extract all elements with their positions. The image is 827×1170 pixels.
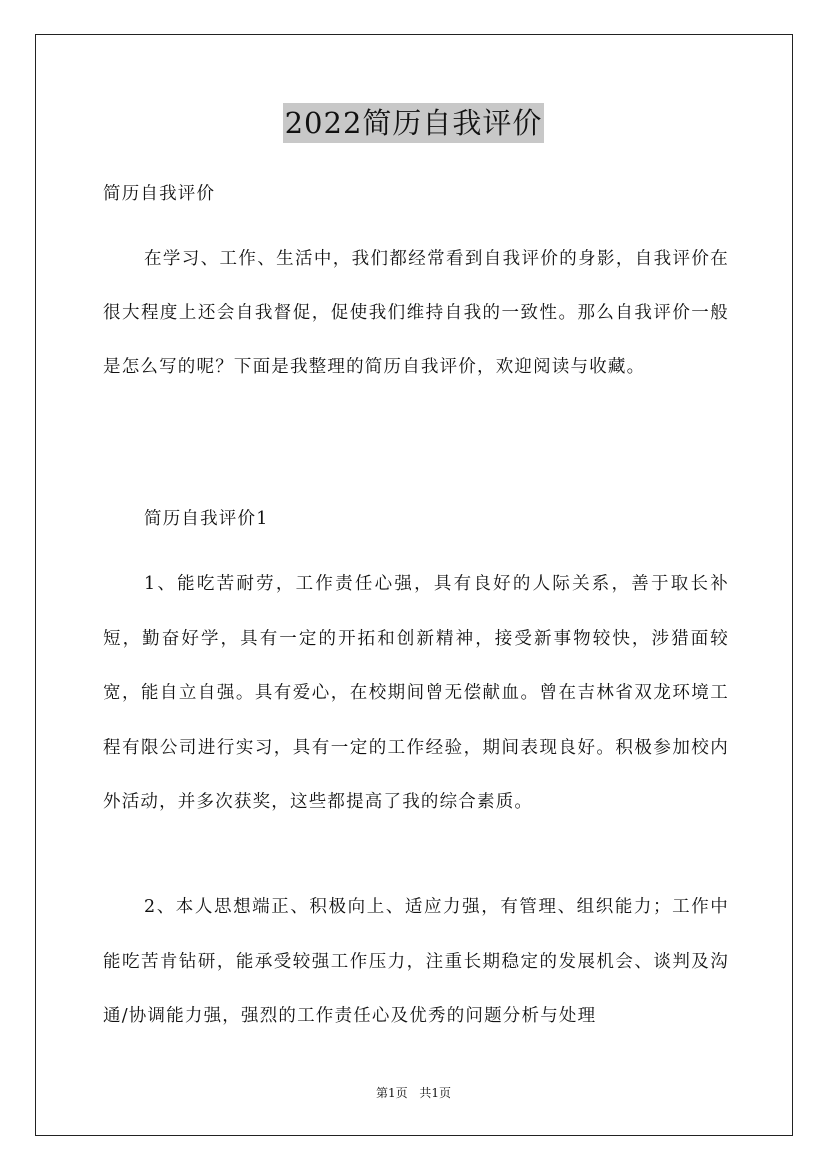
intro-text: 在学习、工作、生活中，我们都经常看到自我评价的身影，自我评价在很大程度上还会自我督促，促使我们维持自我的一致性。那么自我评价一般是怎么写的呢？下面是我整理的简历自我评价，欢迎阅读与收藏。 xyxy=(103,249,729,377)
document-title: 2022简历自我评价 xyxy=(283,103,545,143)
section1-heading xyxy=(103,505,729,533)
title-container xyxy=(0,103,827,143)
document-subtitle xyxy=(103,180,729,208)
item1-paragraph xyxy=(103,557,729,830)
page-number-total: 共1页 xyxy=(419,1086,452,1100)
page-number-current: 第1页 xyxy=(375,1086,408,1100)
page-footer xyxy=(0,1085,827,1101)
item2-text: 2、本人思想端正、积极向上、适应力强，有管理、组织能力；工作中能吃苦肯钻研，能承受较强工作压力，注重长期稳定的发展机会、谈判及沟通/协调能力强，强烈的工作责任心及优秀的问题分析与处理 xyxy=(103,897,729,1026)
subtitle-text: 简历自我评价 xyxy=(103,184,216,204)
intro-paragraph xyxy=(103,232,729,394)
item2-paragraph xyxy=(103,880,729,1043)
item1-text: 1、能吃苦耐劳，工作责任心强，具有良好的人际关系，善于取长补短，勤奋好学，具有一定的开拓和创新精神，接受新事物较快，涉猎面较宽，能自立自强。具有爱心，在校期间曾无偿献血。曾在吉林省双龙环境工程有限公司进行实习，具有一定的工作经验，期间表现良好。积极参加校内外活动，并多次获奖，这些都提高了我的综合素质。 xyxy=(103,574,729,812)
section1-heading-text: 简历自我评价1 xyxy=(144,509,269,529)
